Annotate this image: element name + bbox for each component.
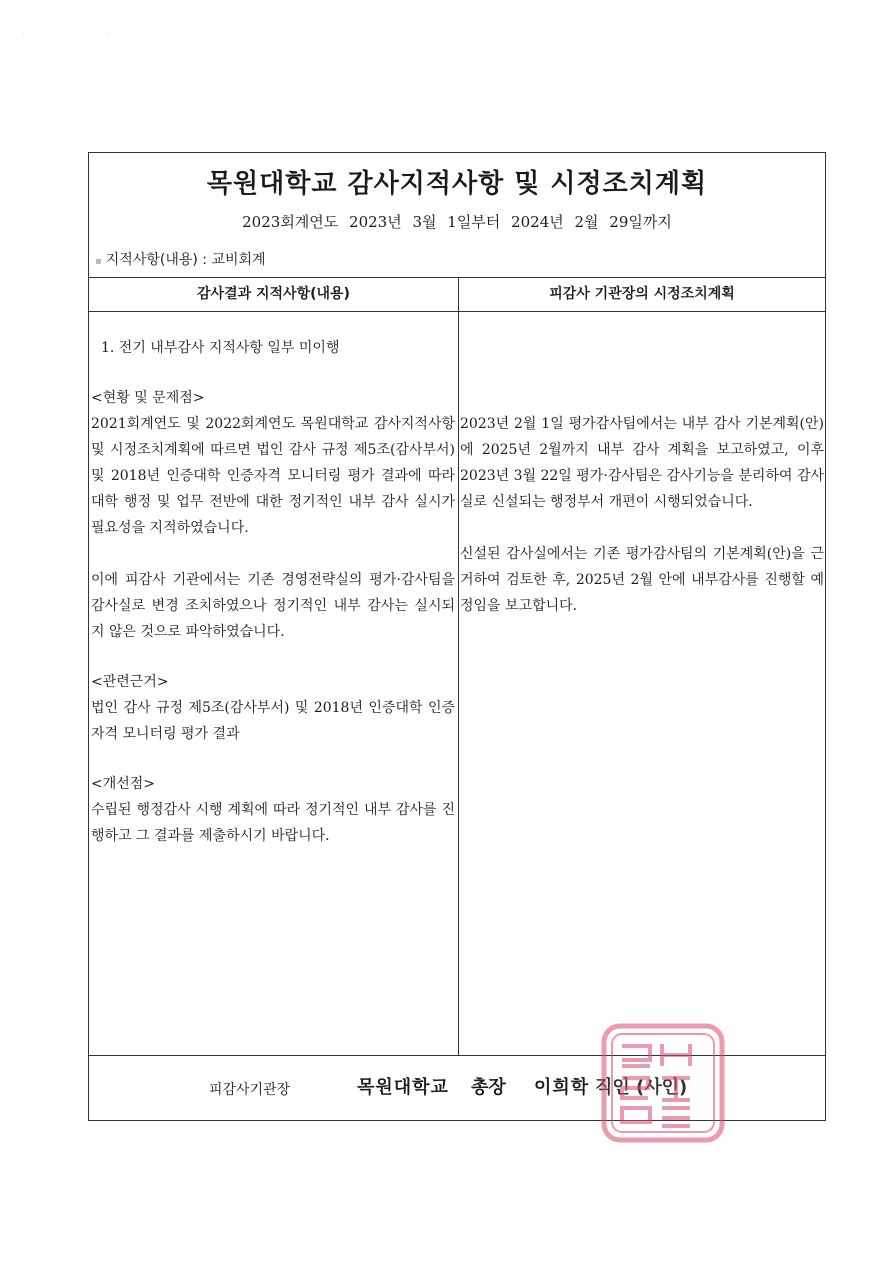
signer-name: 이희학 xyxy=(534,1077,590,1098)
actions-column xyxy=(460,311,824,619)
action-paragraph: 2023년 2월 1일 평가감사팀에서는 내부 감사 기본계획(안)에 2025년 2월까지 내부 감사 계획을 보고하였고, 이후 2023년 3월 22일 평가·감사팀은 감사기능을 분리하여 감사실로 신설되는 행정부서 개편이 시행되었습니다. xyxy=(460,416,824,510)
fiscal-period: 2023회계연도 2023년 3월 1일부터 2024년 2월 29일까지 xyxy=(242,213,672,231)
left-column-header: 감사결과 지적사항(내용) xyxy=(197,286,350,302)
status-heading: <현황 및 문제점> xyxy=(91,390,205,406)
status-paragraph: 이에 피감사 기관에서는 기존 경영전략실의 평가·감사팀을 감사실로 변경 조치하였으나 정기적인 내부 감사는 실시되지 않은 것으로 파악하였습니다. xyxy=(91,572,455,640)
status-paragraph: 2021회계연도 및 2022회계연도 목원대학교 감사지적사항 및 시정조치계획에 따르면 법인 감사 규정 제5조(감사부서) 및 2018년 인증대학 인증자격 모니터링 평가 결과에 따라 대학 행정 및 업무 전반에 대한 정기적인 내부 감사 실시가 필요성을 지적하였습니다. xyxy=(91,416,455,536)
bullet-icon: ▪ xyxy=(95,256,102,267)
basis-heading: <관련근거> xyxy=(91,674,169,690)
position-title: 총장 xyxy=(471,1077,506,1098)
seal-signature-text: 직인 (사인) xyxy=(595,1077,688,1098)
basis-paragraph: 법인 감사 규정 제5조(감사부서) 및 2018년 인증대학 인증자격 모니터링 평가 결과 xyxy=(91,700,455,742)
auditee-label: 피감사기관장 xyxy=(209,1082,291,1098)
right-column-header: 피감사 기관장의 시정조치계획 xyxy=(549,286,735,302)
action-paragraph: 신설된 감사실에서는 기존 평가감사팀의 기본계획(안)을 근거하여 검토한 후, 2025년 2월 안에 내부감사를 진행할 예정임을 보고합니다. xyxy=(460,546,824,614)
finding-item: 1. 전기 내부감사 지적사항 일부 미이행 xyxy=(101,340,340,356)
subject-text: 지적사항(내용) : 교비회계 xyxy=(105,252,266,268)
subject-line xyxy=(95,249,266,269)
official-seal-icon xyxy=(600,1022,726,1144)
column-divider xyxy=(458,277,459,1055)
improvement-paragraph: 수립된 행정감사 시행 계획에 따라 정기적인 내부 감사를 진행하고 그 결과를 제출하시기 바랍니다. xyxy=(91,802,455,844)
scan-specks: · · xyxy=(22,30,150,39)
document-title: 목원대학교 감사지적사항 및 시정조치계획 xyxy=(206,169,708,199)
improvement-heading: <개선점> xyxy=(91,776,156,792)
findings-column xyxy=(91,311,455,849)
organization-name: 목원대학교 xyxy=(357,1077,449,1098)
audit-form xyxy=(88,152,826,1121)
